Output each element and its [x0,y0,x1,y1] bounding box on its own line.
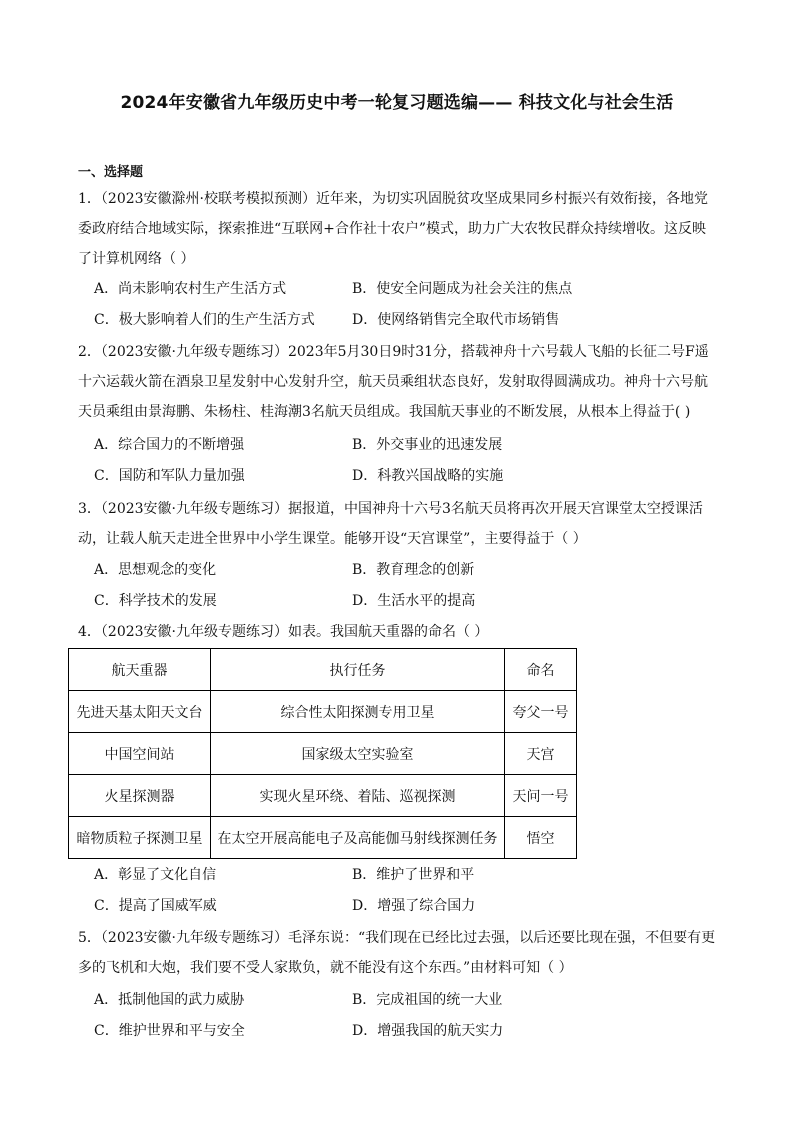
option-c: C．科学技术的发展 [94,593,217,609]
table-cell: 火星探测器 [69,775,211,817]
question-5-options [94,985,714,1047]
option-a: A．综合国力的不断增强 [94,437,245,453]
option-c: C．国防和军队力量加强 [94,468,245,484]
table-cell: 在太空开展高能电子及高能伽马射线探测任务 [211,817,505,859]
table-header: 命名 [505,649,577,691]
table-header: 执行任务 [211,649,505,691]
question-2-options [94,430,714,492]
table-header-row [69,649,577,691]
option-c: C．提高了国威军威 [94,898,217,914]
question-5-stem: 5．（2023安徽·九年级专题练习）毛泽东说：“我们现在已经比过去强，以后还要比现在强，不但要有更多的飞机和大炮，我们要不受人家欺负，就不能没有这个东西。”由材料可知（ ） [78,930,716,976]
table-row [69,733,577,775]
question-4-stem: 4．（2023安徽·九年级专题练习）如表。我国航天重器的命名（ ） [78,624,489,640]
option-c: C．维护世界和平与安全 [94,1023,245,1039]
option-b: B．维护了世界和平 [352,867,475,883]
question-1-options [94,274,714,336]
table-cell: 国家级太空实验室 [211,733,505,775]
option-a: A．思想观念的变化 [94,562,217,578]
question-3-options [94,555,714,617]
table-cell: 中国空间站 [69,733,211,775]
table-row [69,691,577,733]
option-a: A．抵制他国的武力威胁 [94,992,245,1008]
question-2-stem: 2．（2023安徽·九年级专题练习）2023年5月30日9时31分，搭载神舟十六号载人飞船的长征二号F遥十六运载火箭在酒泉卫星发射中心发射升空，航天员乘组状态良好，发射取得圆满成功。神舟十六号航天员乘组由景海鹏、朱杨柱、桂海潮3名航天员组成。我国航天事业的不断发展，从根本上得益于( ) [78,344,709,420]
option-d: D．使网络销售完全取代市场销售 [352,312,560,328]
option-a: A．彰显了文化自信 [94,867,217,883]
table-cell: 先进天基太阳天文台 [69,691,211,733]
question-1-stem: 1．（2023安徽滁州·校联考模拟预测）近年来，为切实巩固脱贫攻坚成果同乡村振兴有效衔接，各地党委政府结合地域实际，探索推进“互联网+合作社十农户”模式，助力广大农牧民群众持续增收。这反映了计算机网络（ ） [78,191,708,267]
table-cell: 实现火星环绕、着陆、巡视探测 [211,775,505,817]
table-header: 航天重器 [69,649,211,691]
question-3-stem: 3．（2023安徽·九年级专题练习）据报道，中国神舟十六号3名航天员将再次开展天宫课堂太空授课活动，让载人航天走进全世界中小学生课堂。能够开设“天宫课堂”，主要得益于（ ） [78,501,703,547]
option-d: D．增强我国的航天实力 [352,1023,504,1039]
option-d: D．生活水平的提高 [352,593,476,609]
table-cell: 夸父一号 [505,691,577,733]
option-b: B．完成祖国的统一大业 [352,992,503,1008]
table-cell: 暗物质粒子探测卫星 [69,817,211,859]
table-cell: 悟空 [505,817,577,859]
option-d: D．增强了综合国力 [352,898,476,914]
spacecraft-table [68,648,577,859]
option-b: B．教育理念的创新 [352,562,475,578]
table-row [69,817,577,859]
option-b: B．使安全问题成为社会关注的焦点 [352,281,573,297]
option-b: B．外交事业的迅速发展 [352,437,503,453]
table-cell: 综合性太阳探测专用卫星 [211,691,505,733]
option-d: D．科教兴国战略的实施 [352,468,504,484]
document-title: 2024年安徽省九年级历史中考一轮复习题选编—— 科技文化与社会生活 [120,93,674,113]
option-a: A．尚未影响农村生产生活方式 [94,281,287,297]
table-row [69,775,577,817]
question-4-options [94,860,714,922]
section-heading: 一、选择题 [78,165,144,180]
option-c: C．极大影响着人们的生产生活方式 [94,312,315,328]
table-cell: 天问一号 [505,775,577,817]
table-cell: 天宫 [505,733,577,775]
